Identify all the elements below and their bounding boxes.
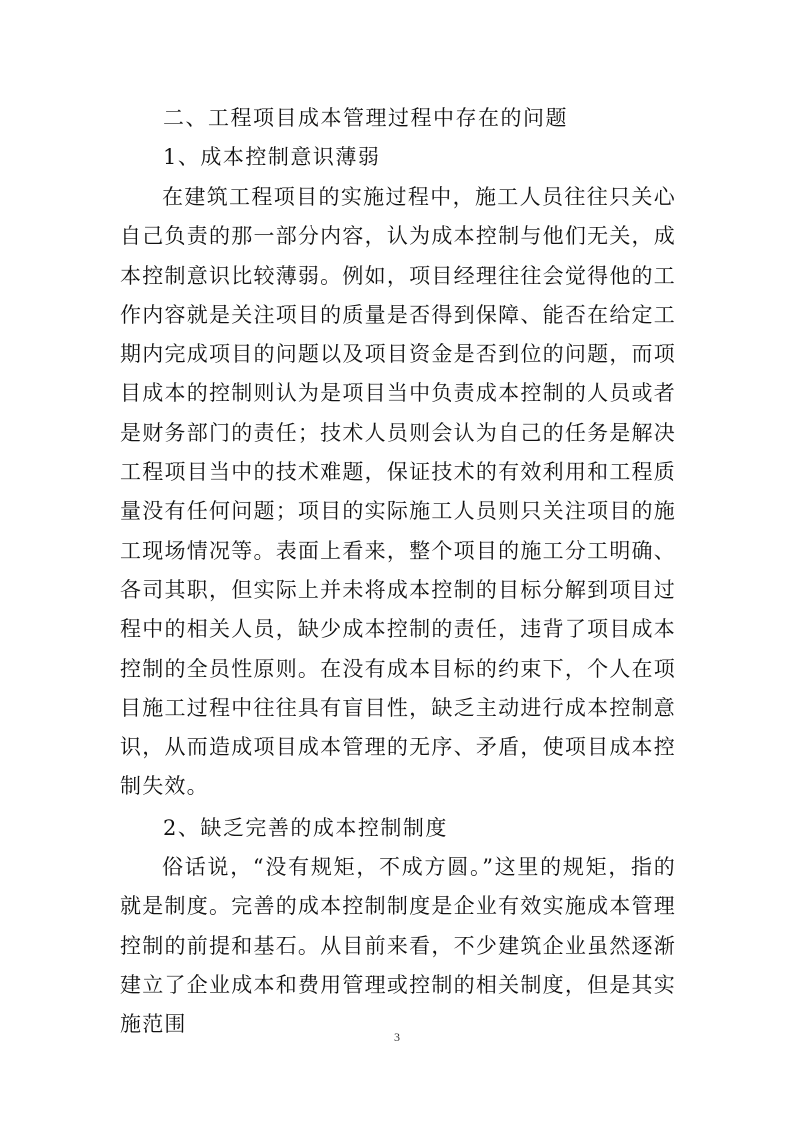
paragraph-2: 俗话说，“没有规矩，不成方圆。”这里的规矩，指的就是制度。完善的成本控制制度是企业有效实施成本管理控制的前提和基石。从目前来看，不少建筑企业虽然逐渐建立了企业成本和费用管理或控制的相关制度，但是其实施范围 [120, 855, 676, 1037]
page-number: 3 [394, 1030, 400, 1044]
subsection-heading-2: 2、缺乏完善的成本控制制度 [163, 816, 448, 840]
paragraph-1: 在建筑工程项目的实施过程中，施工人员往往只关心自己负责的那一部分内容，认为成本控制与他们无关，成本控制意识比较薄弱。例如，项目经理往往会觉得他的工作内容就是关注项目的质量是否得到保障、能否在给定工期内完成项目的问题以及项目资金是否到位的问题，而项目成本的控制则认为是项目当中负责成本控制的人员或者是财务部门的责任；技术人员则会认为自己的任务是解决工程项目当中的技术难题，保证技术的有效利用和工程质量没有任何问题；项目的实际施工人员则只关注项目的施工现场情况等。表面上看来，整个项目的施工分工明确、各司其职，但实际上并未将成本控制的目标分解到项目过程中的相关人员，缺少成本控制的责任，违背了项目成本控制的全员性原则。在没有成本目标的约束下，个人在项目施工过程中往往具有盲目性，缺乏主动进行成本控制意识，从而造成项目成本管理的无序、矛盾，使项目成本控制失效。 [120, 185, 676, 799]
section-heading: 二、工程项目成本管理过程中存在的问题 [163, 106, 568, 130]
subsection-heading-1: 1、成本控制意识薄弱 [163, 145, 381, 169]
